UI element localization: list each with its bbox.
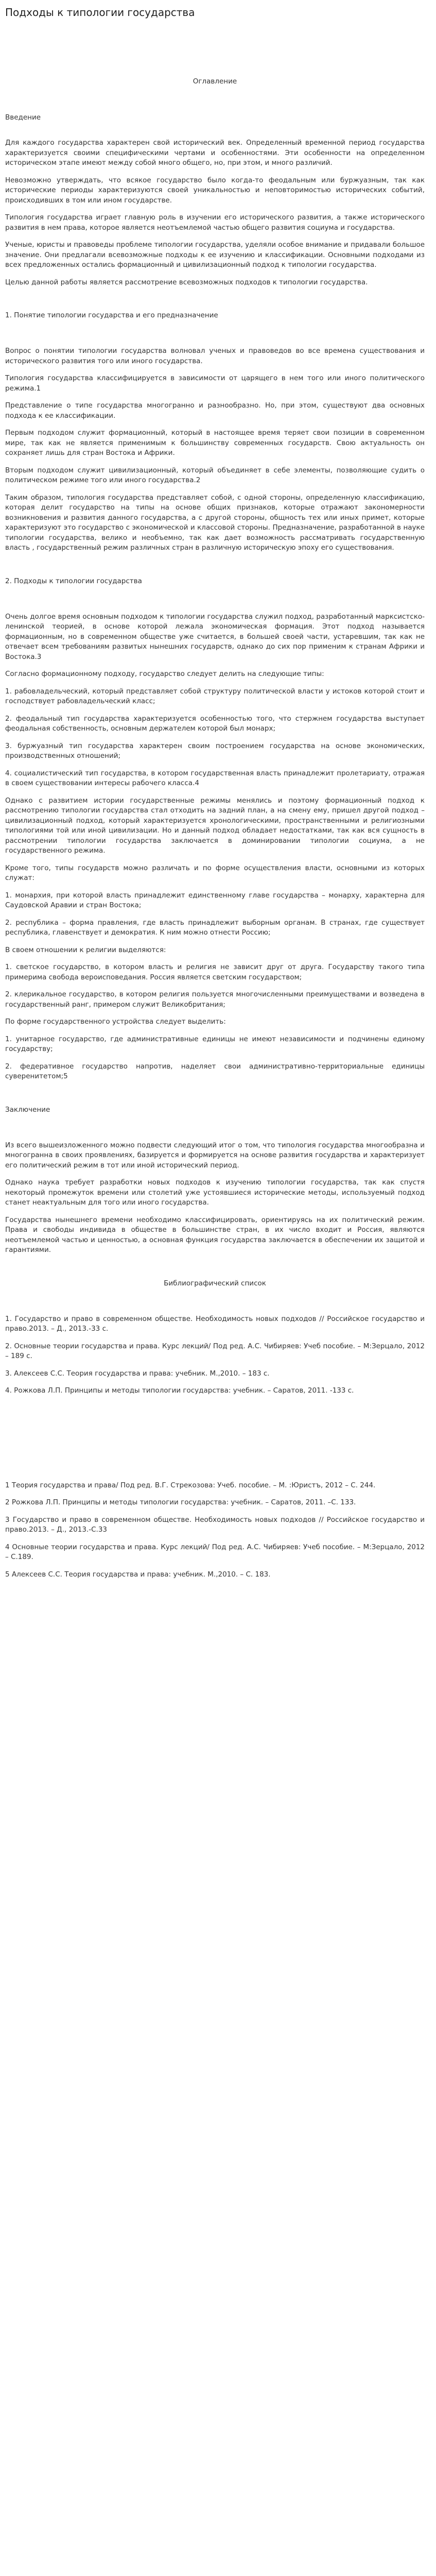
power-form-item: 1. монархия, при которой власть принадлежит единственному главе государства – монарху, характерна для Саудовской Аравии и стран Востока; bbox=[5, 891, 425, 909]
bibliography-item: 3. Алексеев С.С. Теория государства и права: учебник. М.,2010. – 183 с. bbox=[5, 1369, 270, 1378]
section-1-paragraph: Первым подходом служит формационный, который в настоящее время теряет свои позиции в современном мире, так как не является применимым к большинству современных государств. Свою актуальность он сохраняет лишь для стран Востока и Африки. bbox=[5, 429, 425, 457]
document bbox=[0, 5, 436, 1580]
state-type-item: 3. буржуазный тип государства характерен своим построением государства на основе экономических, производственных отношений; bbox=[5, 741, 425, 760]
section-2-paragraph: Однако с развитием истории государственные режимы менялись и поэтому формационный подход к рассмотрению типологии государства стал отходить на задний план, а на смену ему, пришел другой подход – цивилизационный подход, который характеризуется хронологическими, пространственными и религиозными типологиями той или иной цивилизации. Но и данный подход обладает недостатками, так как вся сущность в рассмотрении типологии государства заключается в доминировании типологии социума, а не государственного режима. bbox=[5, 796, 425, 855]
section-1-heading: 1. Понятие типологии государства и его предназначение bbox=[5, 311, 218, 319]
section-2-heading: 2. Подходы к типологии государства bbox=[5, 577, 142, 585]
power-form-item: 2. республика – форма правления, где власть принадлежит выборным органам. В странах, где существует республика, главенствует и демократия. К ним можно отнести Россию; bbox=[5, 918, 425, 937]
toc-heading: Оглавление bbox=[193, 77, 237, 86]
state-type-item: 1. рабовладельческий, который представляет собой структуру политической власти у истоков которой стоит и господствует рабовладельческий класс; bbox=[5, 687, 425, 705]
intro-paragraph: Целью данной работы является рассмотрение всевозможных подходов к типологии государства. bbox=[5, 278, 368, 286]
footnote: 3 Государство и право в современном обществе. Необходимость новых подходов // Российское государство и право.2013. – Д., 2013.-С.33 bbox=[5, 1515, 425, 1534]
state-type-item: 2. феодальный тип государства характеризуется особенностью того, что стержнем государства выступает феодальная собственность, основным держателем которой был монарх; bbox=[5, 714, 425, 733]
section-1-paragraph: Таким образом, типология государства представляет собой, с одной стороны, определенную классификацию, которая делит государство на типы на основе общих признаков, которые отражают закономерности возникновения и развития данного государства, а с другой стороны, общность тех или иных примет, которые характеризуют это государство с экономической и классовой стороны. Предназначение, разработанной в науке типологии государства, велико и необъемно, так как дает возможность рассматривать государственную власть , государственный режим различных стран в различную историческую эпоху его существования. bbox=[5, 493, 425, 552]
conclusion-paragraph: Государства нынешнего времени необходимо классифицировать, ориентируясь на их политический режим. Права и свободы индивида в обществе в большинстве стран, в их число входит и Россия, являются неотъемлемой частью и ценностью, а основная функция государства заключается в обеспечении их защитой и гарантиями. bbox=[5, 1215, 425, 1254]
structure-type-item: 1. унитарное государство, где административные единицы не имеют независимости и подчинены единому государству; bbox=[5, 1035, 425, 1053]
conclusion-heading: Заключение bbox=[5, 1105, 50, 1114]
conclusion-paragraph: Однако наука требует разработки новых подходов к изучению типологии государства, так как спустя некоторый промежуток времени или столетий уже устоявшиеся исторические методы, используемый подход станет неактуальным для того или иного государства. bbox=[5, 1178, 425, 1207]
religion-type-item: 1. светское государство, в котором власть и религия не зависит друг от друга. Государству такого типа примерима свобода вероисповедания. Россия является светским государством; bbox=[5, 963, 425, 981]
intro-paragraph: Ученые, юристы и правоведы проблеме типологии государства, уделяли особое внимание и придавали большое значение. Они предлагали всевозможные подходы к ее изучению и классификации. Основными подходами из всех предложенных остались формационный и цивилизационный подход к типологии государства. bbox=[5, 241, 425, 269]
section-2-paragraph: Кроме того, типы государств можно различать и по форме осуществления власти, основными из которых служат: bbox=[5, 863, 425, 882]
intro-paragraph: Для каждого государства характерен свой исторический век. Определенный временной период государства характеризуется своими специфическими чертами и особенностями. Эти особенности на определенном историческом этапе имеют между собой много общего, но, при этом, и много различий. bbox=[5, 139, 425, 167]
bibliography-item: 4. Рожкова Л.П. Принципы и методы типологии государства: учебник. – Саратов, 2011. -133 с. bbox=[5, 1386, 354, 1395]
structure-type-item: 2. федеративное государство напротив, наделяет свои административно-территориальные единицы суверенитетом;5 bbox=[5, 1062, 425, 1080]
intro-heading: Введение bbox=[5, 113, 41, 122]
conclusion-paragraph: Из всего вышеизложенного можно подвести следующий итог о том, что типология государства многообразна и многогранна в своих проявлениях, базируется и формируется на основе развития государства и характеризует его политический режим в тот или иной исторический период. bbox=[5, 1141, 425, 1170]
section-1-paragraph: Представление о типе государства многогранно и разнообразно. Но, при этом, существуют два основных подхода к ее классификации. bbox=[5, 401, 425, 420]
religion-type-item: 2. клерикальное государство, в котором религия пользуется многочисленными преимуществами и возведена в государственный ранг, примером служит Великобритания; bbox=[5, 990, 425, 1009]
bibliography-item: 1. Государство и право в современном обществе. Необходимость новых подходов // Российское государство и право.2013. – Д., 2013.-33 с. bbox=[5, 1314, 425, 1333]
footnote: 5 Алексеев С.С. Теория государства и права: учебник. М.,2010. – С. 183. bbox=[5, 1570, 271, 1579]
bibliography-heading: Библиографический список bbox=[164, 1279, 266, 1287]
footnote: 4 Основные теории государства и права. Курс лекций/ Под ред. А.С. Чибиряев: Учеб пособие. – М:Зерцало, 2012 – С.189. bbox=[5, 1543, 425, 1561]
document-title: Подходы к типологии государства bbox=[5, 6, 195, 19]
footnote: 2 Рожкова Л.П. Принципы и методы типологии государства: учебник. – Саратов, 2011. –С. 133. bbox=[5, 1498, 356, 1506]
footnote: 1 Теория государства и права/ Под ред. В.Г. Стрекозова: Учеб. пособие. – М. :Юристъ, 2012 – С. 244. bbox=[5, 1481, 376, 1489]
section-1-paragraph: Типология государства классифицируется в зависимости от царящего в нем того или иного политического режима.1 bbox=[5, 374, 425, 393]
state-type-item: 4. социалистический тип государства, в котором государственная власть принадлежит пролетариату, отражая в своем существовании интересы рабочего класса.4 bbox=[5, 769, 425, 787]
section-1-paragraph: Вторым подходом служит цивилизационный, который объединяет в себе элементы, позволяющие судить о политическом режиме того или иного государства.2 bbox=[5, 466, 425, 484]
intro-paragraph: Типология государства играет главную роль в изучении его исторического развития, а также исторического развития в нем права, которое является неотъемлемой частью общего развития социума и государства. bbox=[5, 213, 425, 232]
section-1-paragraph: Вопрос о понятии типологии государства волновал ученых и правоведов во все времена существования и исторического развития того или иного государства. bbox=[5, 347, 425, 365]
section-2-paragraph: Очень долгое время основным подходом к типологии государства служил подход, разработанный марксистско-ленинской теорией, в основе которой лежала экономическая формация. Этот подход называется формационным, но в современном обществе уже считается, в большей своей части, устаревшим, так как не отвечает всем требованиям развитых нынешних государств, однако до сих пор применим к странам Африки и Востока.3 bbox=[5, 612, 425, 661]
structure-intro: По форме государственного устройства следует выделить: bbox=[5, 1018, 226, 1026]
religion-intro: В своем отношении к религии выделяются: bbox=[5, 945, 166, 954]
section-2-paragraph: Согласно формационному подходу, государство следует делить на следующие типы: bbox=[5, 670, 324, 678]
bibliography-item: 2. Основные теории государства и права. Курс лекций/ Под ред. А.С. Чибиряев: Учеб пособие. – М:Зерцало, 2012 – 189 с. bbox=[5, 1342, 425, 1360]
intro-paragraph: Невозможно утверждать, что всякое государство было когда-то феодальным или буржуазным, так как исторические периоды характеризуются своей уникальностью и неповторимостью исторических событий, происходивших в том или ином государстве. bbox=[5, 176, 425, 205]
